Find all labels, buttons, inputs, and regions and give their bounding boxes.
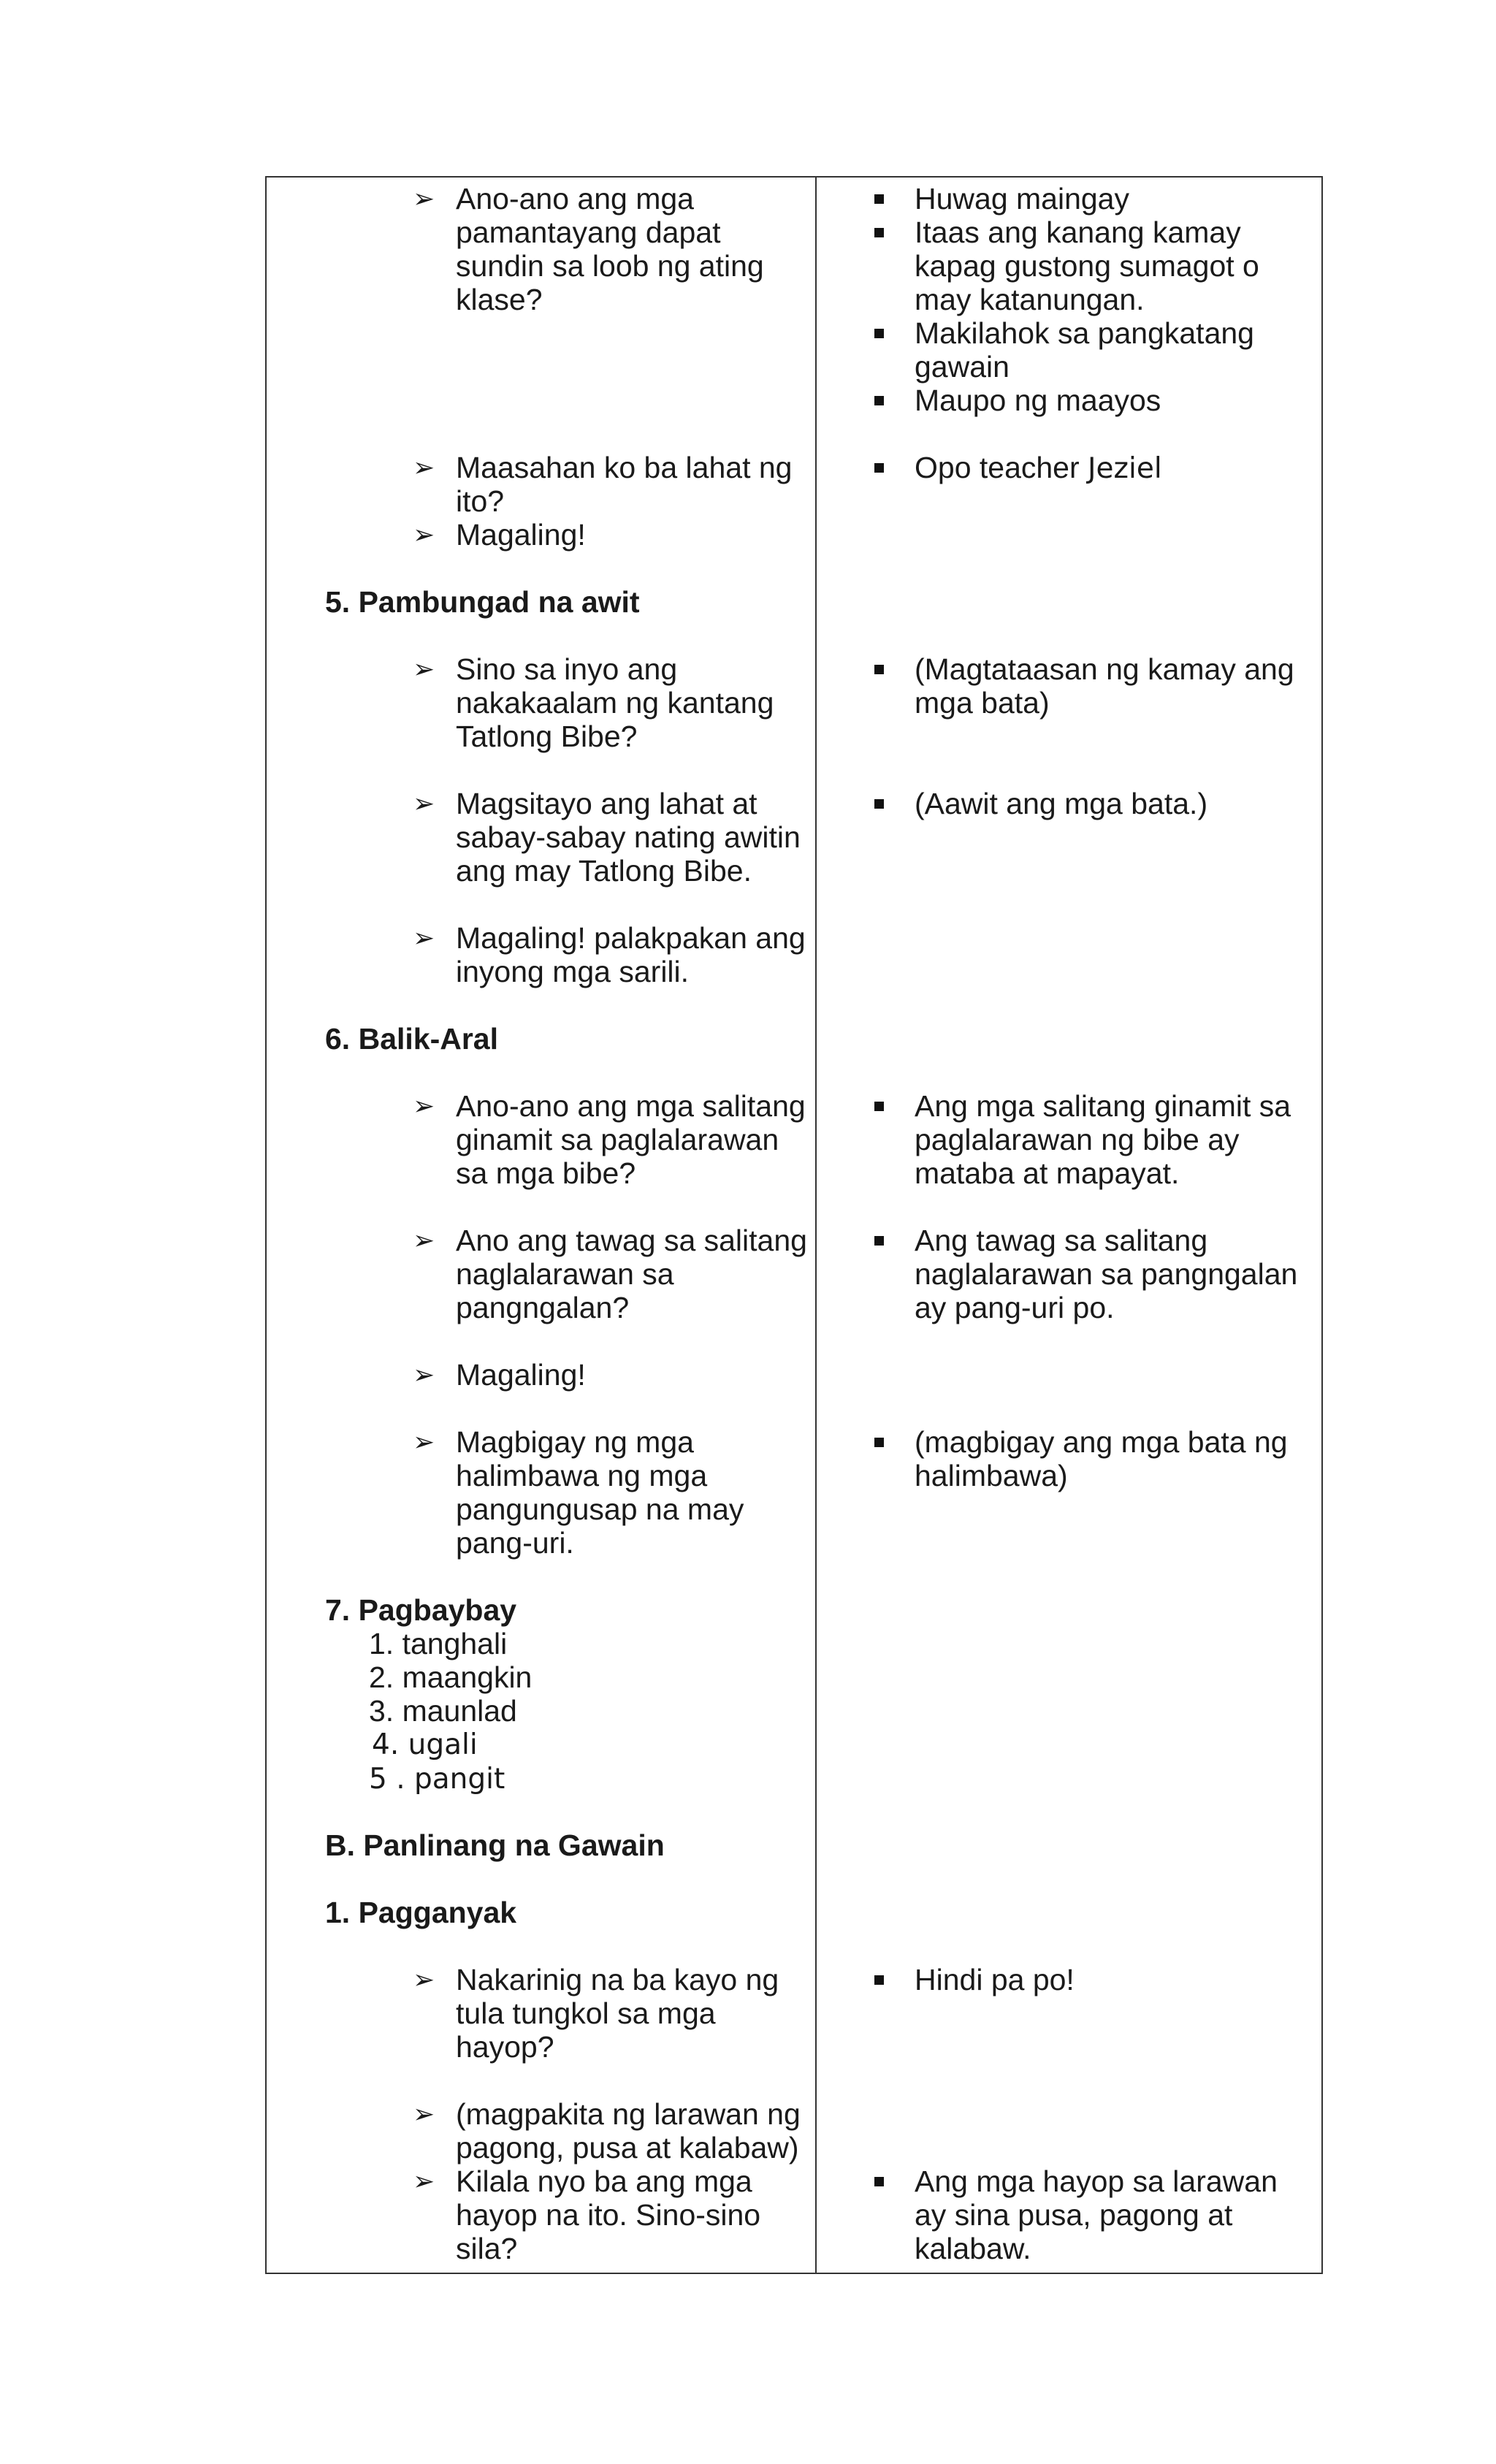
section-heading-pambungad: 5. Pambungad na awit [325, 585, 640, 619]
answer-line: Ang mga hayop sa larawan [915, 2164, 1278, 2198]
question-line: Magaling! palakpakan ang [456, 921, 806, 955]
square-bullet-icon [874, 1236, 884, 1246]
question-line: pamantayang dapat [456, 215, 721, 249]
spelling-word: 1. tanghali [369, 1627, 508, 1660]
question-line: Kilala nyo ba ang mga [456, 2164, 752, 2198]
answer-line: may katanungan. [915, 283, 1145, 316]
answer-line: Hindi pa po! [915, 1963, 1075, 1996]
answer-line: paglalarawan ng bibe ay [915, 1123, 1240, 1156]
answer-line: gawain [915, 350, 1010, 384]
question-line: Ano ang tawag sa salitang [456, 1224, 807, 1257]
section-heading-pagganyak: 1. Pagganyak [325, 1896, 517, 1929]
question-line: pangungusap na may [456, 1492, 744, 1526]
question-line: Maasahan ko ba lahat ng [456, 451, 793, 484]
square-bullet-icon [874, 1438, 884, 1447]
square-bullet-icon [874, 228, 884, 237]
question-line: Magaling! [456, 518, 586, 552]
spelling-word: 5 . pangit [369, 1763, 505, 1796]
answer-line: ay pang-uri po. [915, 1291, 1115, 1324]
spelling-word: 4. ugali [372, 1728, 478, 1761]
answer-line: halimbawa) [915, 1459, 1068, 1492]
question-line: tula tungkol sa mga [456, 1996, 716, 2030]
square-bullet-icon [874, 799, 884, 809]
arrow-bullet-icon: ➢ [413, 1964, 435, 1994]
question-line: ginamit sa paglalarawan [456, 1123, 779, 1156]
spelling-word: 3. maunlad [369, 1694, 517, 1728]
answer-line: Itaas ang kanang kamay [915, 215, 1241, 249]
spelling-word: 2. maangkin [369, 1660, 533, 1694]
answer-line: naglalarawan sa pangngalan [915, 1257, 1298, 1291]
question-line: halimbawa ng mga [456, 1459, 708, 1492]
answer-line: Huwag maingay [915, 182, 1129, 215]
answer-line [915, 451, 1162, 486]
answer-line: mataba at mapayat. [915, 1156, 1180, 1190]
question-line: sabay-sabay nating awitin [456, 820, 801, 854]
question-line: sundin sa loob ng ating [456, 249, 764, 283]
question-line: pagong, pusa at kalabaw) [456, 2131, 799, 2164]
question-line: naglalarawan sa [456, 1257, 674, 1291]
lesson-plan-table [265, 176, 1323, 2274]
arrow-bullet-icon: ➢ [413, 452, 435, 482]
square-bullet-icon [874, 1102, 884, 1111]
answer-text: Opo teacher [915, 451, 1080, 484]
question-line: Sino sa inyo ang [456, 652, 678, 686]
question-line: inyong mga sarili. [456, 955, 690, 988]
question-line: pang-uri. [456, 1526, 574, 1560]
question-line: sa mga bibe? [456, 1156, 636, 1190]
square-bullet-icon [874, 194, 884, 204]
question-line: Nakarinig na ba kayo ng [456, 1963, 779, 1996]
answer-line: Makilahok sa pangkatang [915, 316, 1254, 350]
square-bullet-icon [874, 665, 884, 674]
question-line: Tatlong Bibe? [456, 720, 638, 753]
question-line: sila? [456, 2232, 518, 2265]
answer-line: mga bata) [915, 686, 1050, 720]
answer-line: kalabaw. [915, 2232, 1031, 2265]
question-line: Ano-ano ang mga [456, 182, 694, 215]
section-heading-pagbaybay: 7. Pagbaybay [325, 1593, 517, 1627]
answer-line: (Aawit ang mga bata.) [915, 787, 1208, 820]
arrow-bullet-icon: ➢ [413, 519, 435, 549]
arrow-bullet-icon: ➢ [413, 1225, 435, 1255]
section-heading-balik-aral: 6. Balik-Aral [325, 1022, 498, 1056]
answer-line: (magbigay ang mga bata ng [915, 1425, 1288, 1459]
question-line: (magpakita ng larawan ng [456, 2097, 801, 2131]
question-line: Magsitayo ang lahat at [456, 787, 757, 820]
question-line: hayop? [456, 2030, 554, 2064]
answer-line: (Magtataasan ng kamay ang [915, 652, 1294, 686]
answer-line: Ang tawag sa salitang [915, 1224, 1208, 1257]
square-bullet-icon [874, 2177, 884, 2186]
question-line: nakakaalam ng kantang [456, 686, 774, 720]
arrow-bullet-icon: ➢ [413, 2166, 435, 2196]
square-bullet-icon [874, 1975, 884, 1985]
question-line: Ano-ano ang mga salitang [456, 1089, 806, 1123]
arrow-bullet-icon: ➢ [413, 654, 435, 684]
arrow-bullet-icon: ➢ [413, 183, 435, 213]
question-line: ito? [456, 484, 505, 518]
square-bullet-icon [874, 463, 884, 473]
question-line: hayop na ito. Sino-sino [456, 2198, 761, 2232]
answer-line: Maupo ng maayos [915, 384, 1161, 417]
arrow-bullet-icon: ➢ [413, 1091, 435, 1121]
arrow-bullet-icon: ➢ [413, 788, 435, 818]
arrow-bullet-icon: ➢ [413, 923, 435, 953]
answer-line: kapag gustong sumagot o [915, 249, 1259, 283]
question-line: Magaling! [456, 1358, 586, 1392]
square-bullet-icon [874, 396, 884, 405]
question-line: klase? [456, 283, 543, 316]
answer-line: ay sina pusa, pagong at [915, 2198, 1233, 2232]
question-line: Magbigay ng mga [456, 1425, 694, 1459]
arrow-bullet-icon: ➢ [413, 1359, 435, 1389]
arrow-bullet-icon: ➢ [413, 2099, 435, 2129]
teacher-name: Jeziel [1088, 452, 1162, 485]
answer-line: Ang mga salitang ginamit sa [915, 1089, 1291, 1123]
section-heading-panlinang: B. Panlinang na Gawain [325, 1828, 665, 1862]
arrow-bullet-icon: ➢ [413, 1427, 435, 1457]
column-divider [815, 178, 817, 2273]
question-line: pangngalan? [456, 1291, 630, 1324]
square-bullet-icon [874, 329, 884, 338]
question-line: ang may Tatlong Bibe. [456, 854, 752, 888]
